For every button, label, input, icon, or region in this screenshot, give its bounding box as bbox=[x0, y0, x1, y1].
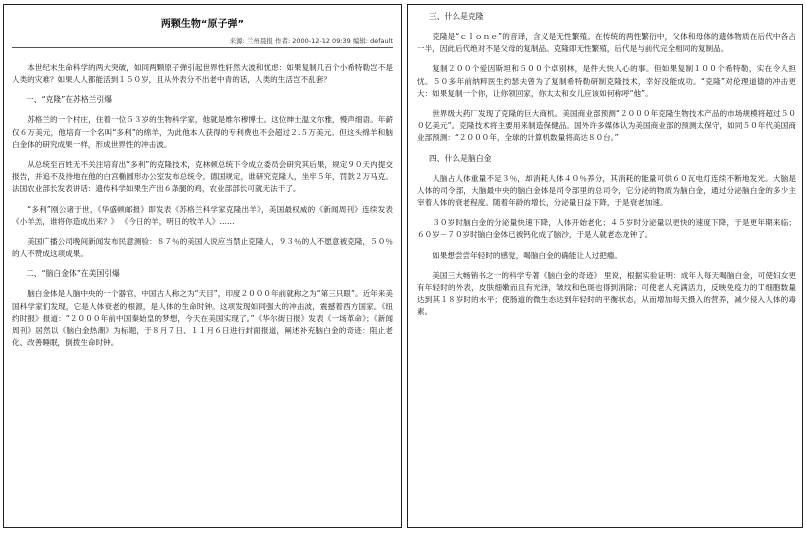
left-body bbox=[12, 62, 393, 349]
section-heading: 二、“脑白金体”在美国引爆 bbox=[26, 269, 120, 279]
section-heading: 三、什么是克隆 bbox=[429, 12, 484, 21]
article-meta: 来源: 兰州晨报 作者: 2000-12-12 09:39 编辑: default bbox=[229, 37, 393, 45]
paragraph: ３０岁时脑白金的分泌量快速下降，人体开始老化；４５岁时分泌量以更快的速度下降，于是更年期来临；６０岁－７０岁时脑白金体已被钙化成了脑沙，于是人就老态龙钟了。 bbox=[417, 218, 796, 240]
paragraph: 美国广播公司晚间新闻发布民意测验：８７％的美国人说应当禁止克隆人，９３％的人不愿意被克隆，５０％的人不赞成这项成果。 bbox=[12, 237, 393, 259]
paragraph: 美国三大畅销书之一的科学专著《脑白金的奇迹》 里说，根据实验证明：成年人每天喝脑白金，可使妇女更有年轻时的外表，皮肤细嫩而且有光泽，皱纹和色斑也得到消除；可使老人充满活力，反映免疫力的Ｔ细胞数量达到其１８岁时的水平；使肠道的微生态达到年轻时的平衡状态，从而增加每天摄入的营养，减少侵入人体的毒素。 bbox=[417, 270, 796, 317]
paragraph: 世界级大药厂发现了克隆的巨大商机。美国商业部预测“２０００年克隆生物技术产品的市场规模将超过５００亿美元”。克隆技术将主要用来制造保健品。国外许多媒体认为美国商业部的预测太保守，如同５０年代美国商业部预测：“２０００年，全球的计算机数量将高达８０台。” bbox=[417, 109, 796, 143]
section-heading: 四、什么是脑白金 bbox=[429, 153, 492, 163]
title-divider bbox=[12, 47, 393, 48]
section-heading: 一、“克隆”在苏格兰引爆 bbox=[26, 95, 113, 105]
left-page bbox=[3, 4, 402, 528]
paragraph: 本世纪末生命科学的两大突破，如同两颗原子弹引起世界性轩然大波和忧虑：如果复制几百个小希特勒岂不是人类的灾难？如果人人都能活到１５０岁，且从外表分不出老中青的话，人类的生活岂不乱套？ bbox=[12, 63, 393, 85]
paragraph: 苏格兰的一个村庄，住着一位５３岁的生物科学家，他就是维尔穆博士。这位绅士温文尔雅，慢声细语。年薪仅６万美元，他培育一个名叫“多利”的绵羊，为此他本人获得的专利费也不会超过２.５万美元。但这头绵羊和脑白金体的研究成果一样，形成世界性的冲击波。 bbox=[12, 115, 393, 149]
paragraph: 如果想尝尝年轻时的感觉，喝脑白金的确能让人过把瘾。 bbox=[432, 250, 623, 260]
paragraph: 从总统至百姓无不关注培育出“多利”的克隆技术，克林顿总统下令成立委员会研究其后果，规定９０天内提交报告，并追不及待地在他的白宫椭圆形办公室发布总统令。德国规定，谁研究克隆人，坐牢５年，罚款２万马克。法国农业部长发表讲话：遗传科学如果生产出６条腿的鸡，农业部部长可就无法干了。 bbox=[12, 160, 393, 194]
right-body bbox=[417, 11, 796, 319]
paragraph: 脑白金体是人脑中央的一个器官，中国古人称之为“天目”，印度２０００年前就称之为“第三只眼”。近年来美国科学家们发现，它是人体衰老的根源，是人体的生命时钟。这项发现如同强大的冲击波，震撼着西方国家。《纽约时报》报道：“２０００年前中国秦始皇的梦想，今天在美国实现了。”《华尔街日报》发表《一场革命》；《新闻周刊》居然以《脑白金热潮》为标题，于８月７日、１１月６日进行封面报道，阐述补充脑白金的奇迹：阻止老化、改善睡眠，倒拨生命时钟。 bbox=[12, 289, 393, 348]
article-title: 两颗生物“原子弹” bbox=[160, 19, 245, 30]
paragraph: 复制２００个爱因斯坦和５００个卓别林，是件大快人心的事。但如果复制１００个希特勒，实在令人担忧。５０多年前纳粹医生约瑟夫曾为了复制希特勒研制克隆技术，幸好没能成功。“克隆”对伦理道德的冲击更大：如果复制一个你，让你领回家，你太太和女儿应该如何称呼“他”。 bbox=[417, 64, 796, 98]
paragraph: 克隆是“ｃｌｏｎｅ”的音译，含义是无性繁殖。在传统的两性繁衍中，父体和母体的遗体物质在后代中各占一半，因此后代绝对不是父母的复制品。克隆即无性繁殖，后代是与前代完全相同的复制品。 bbox=[417, 32, 796, 54]
paragraph: “多利”刚公诸于世，《华盛顿邮报》即发表《苏格兰科学家克隆出羊》，美国最权威的《新闻周刊》连续发表《小羊羔，谁将你造成出来？》 《今日的羊，明日的牧羊人》…… bbox=[12, 204, 393, 226]
paragraph: 人脑占人体重量不足３％，却消耗人体４０％养分，其消耗的能量可供６０瓦电灯连续不断地发光。大脑是人体的司令部，大脑最中央的脑白金体是司令部里的总司令，它分泌的物质为脑白金，通过分泌脑白金的多少主宰着人体的衰老程度。随着年龄的增长，分泌量日益下降，于是衰老加速。 bbox=[417, 173, 796, 208]
right-page bbox=[407, 4, 803, 528]
